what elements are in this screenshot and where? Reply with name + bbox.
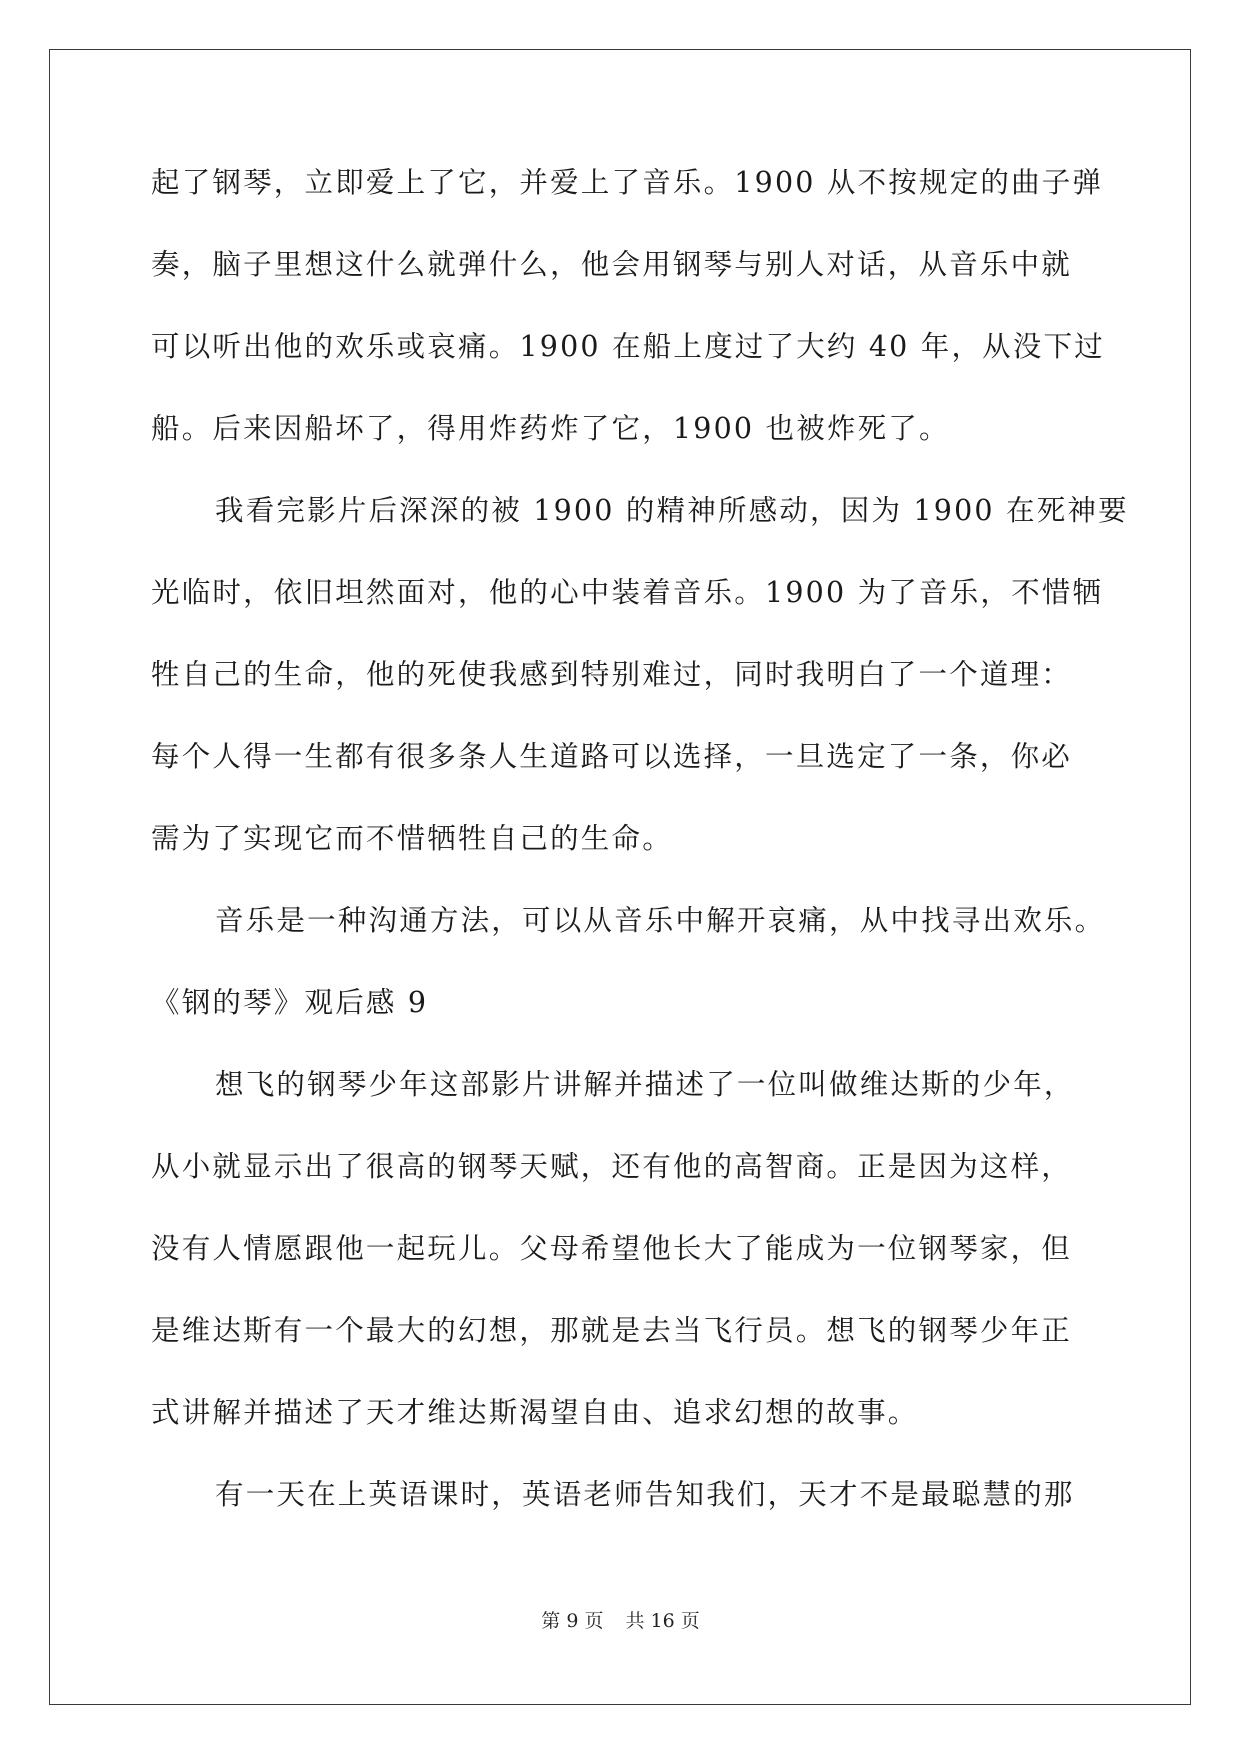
body-line-8: 每个人得一生都有很多条人生道路可以选择，一旦选定了一条，你必	[151, 740, 1073, 773]
section-heading: 《钢的琴》观后感 9	[151, 986, 429, 1019]
body-line-9: 需为了实现它而不惜牺牲自己的生命。	[151, 822, 673, 855]
body-line-16: 式讲解并描述了天才维达斯渴望自由、追求幻想的故事。	[151, 1396, 919, 1429]
page-footer	[0, 1606, 1241, 1633]
body-line-1: 起了钢琴，立即爱上了它，并爱上了音乐。1900 从不按规定的曲子弹	[151, 166, 1104, 199]
document-body	[151, 160, 1129, 1554]
body-line-12: 想飞的钢琴少年这部影片讲解并描述了一位叫做维达斯的少年，	[215, 1068, 1075, 1101]
body-line-7: 牲自己的生命，他的死使我感到特别难过，同时我明白了一个道理：	[151, 658, 1073, 691]
page-number-current: 第 9 页	[541, 1610, 604, 1632]
body-line-10: 音乐是一种沟通方法，可以从音乐中解开哀痛，从中找寻出欢乐。	[215, 904, 1106, 937]
body-line-13: 从小就显示出了很高的钢琴天赋，还有他的高智商。正是因为这样，	[151, 1150, 1073, 1183]
body-line-4: 船。后来因船坏了，得用炸药炸了它，1900 也被炸死了。	[151, 412, 950, 445]
body-line-15: 是维达斯有一个最大的幻想，那就是去当飞行员。想飞的钢琴少年正	[151, 1314, 1073, 1347]
body-line-17: 有一天在上英语课时，英语老师告知我们，天才不是最聪慧的那	[215, 1478, 1075, 1511]
body-line-5: 我看完影片后深深的被 1900 的精神所感动，因为 1900 在死神要	[215, 494, 1129, 527]
body-line-14: 没有人情愿跟他一起玩儿。父母希望他长大了能成为一位钢琴家，但	[151, 1232, 1073, 1265]
body-line-2: 奏，脑子里想这什么就弹什么，他会用钢琴与别人对话，从音乐中就	[151, 248, 1073, 281]
page-number-total: 共 16 页	[625, 1610, 700, 1632]
body-line-6: 光临时，依旧坦然面对，他的心中装着音乐。1900 为了音乐，不惜牺	[151, 576, 1104, 609]
body-line-3: 可以听出他的欢乐或哀痛。1900 在船上度过了大约 40 年，从没下过	[151, 330, 1105, 363]
